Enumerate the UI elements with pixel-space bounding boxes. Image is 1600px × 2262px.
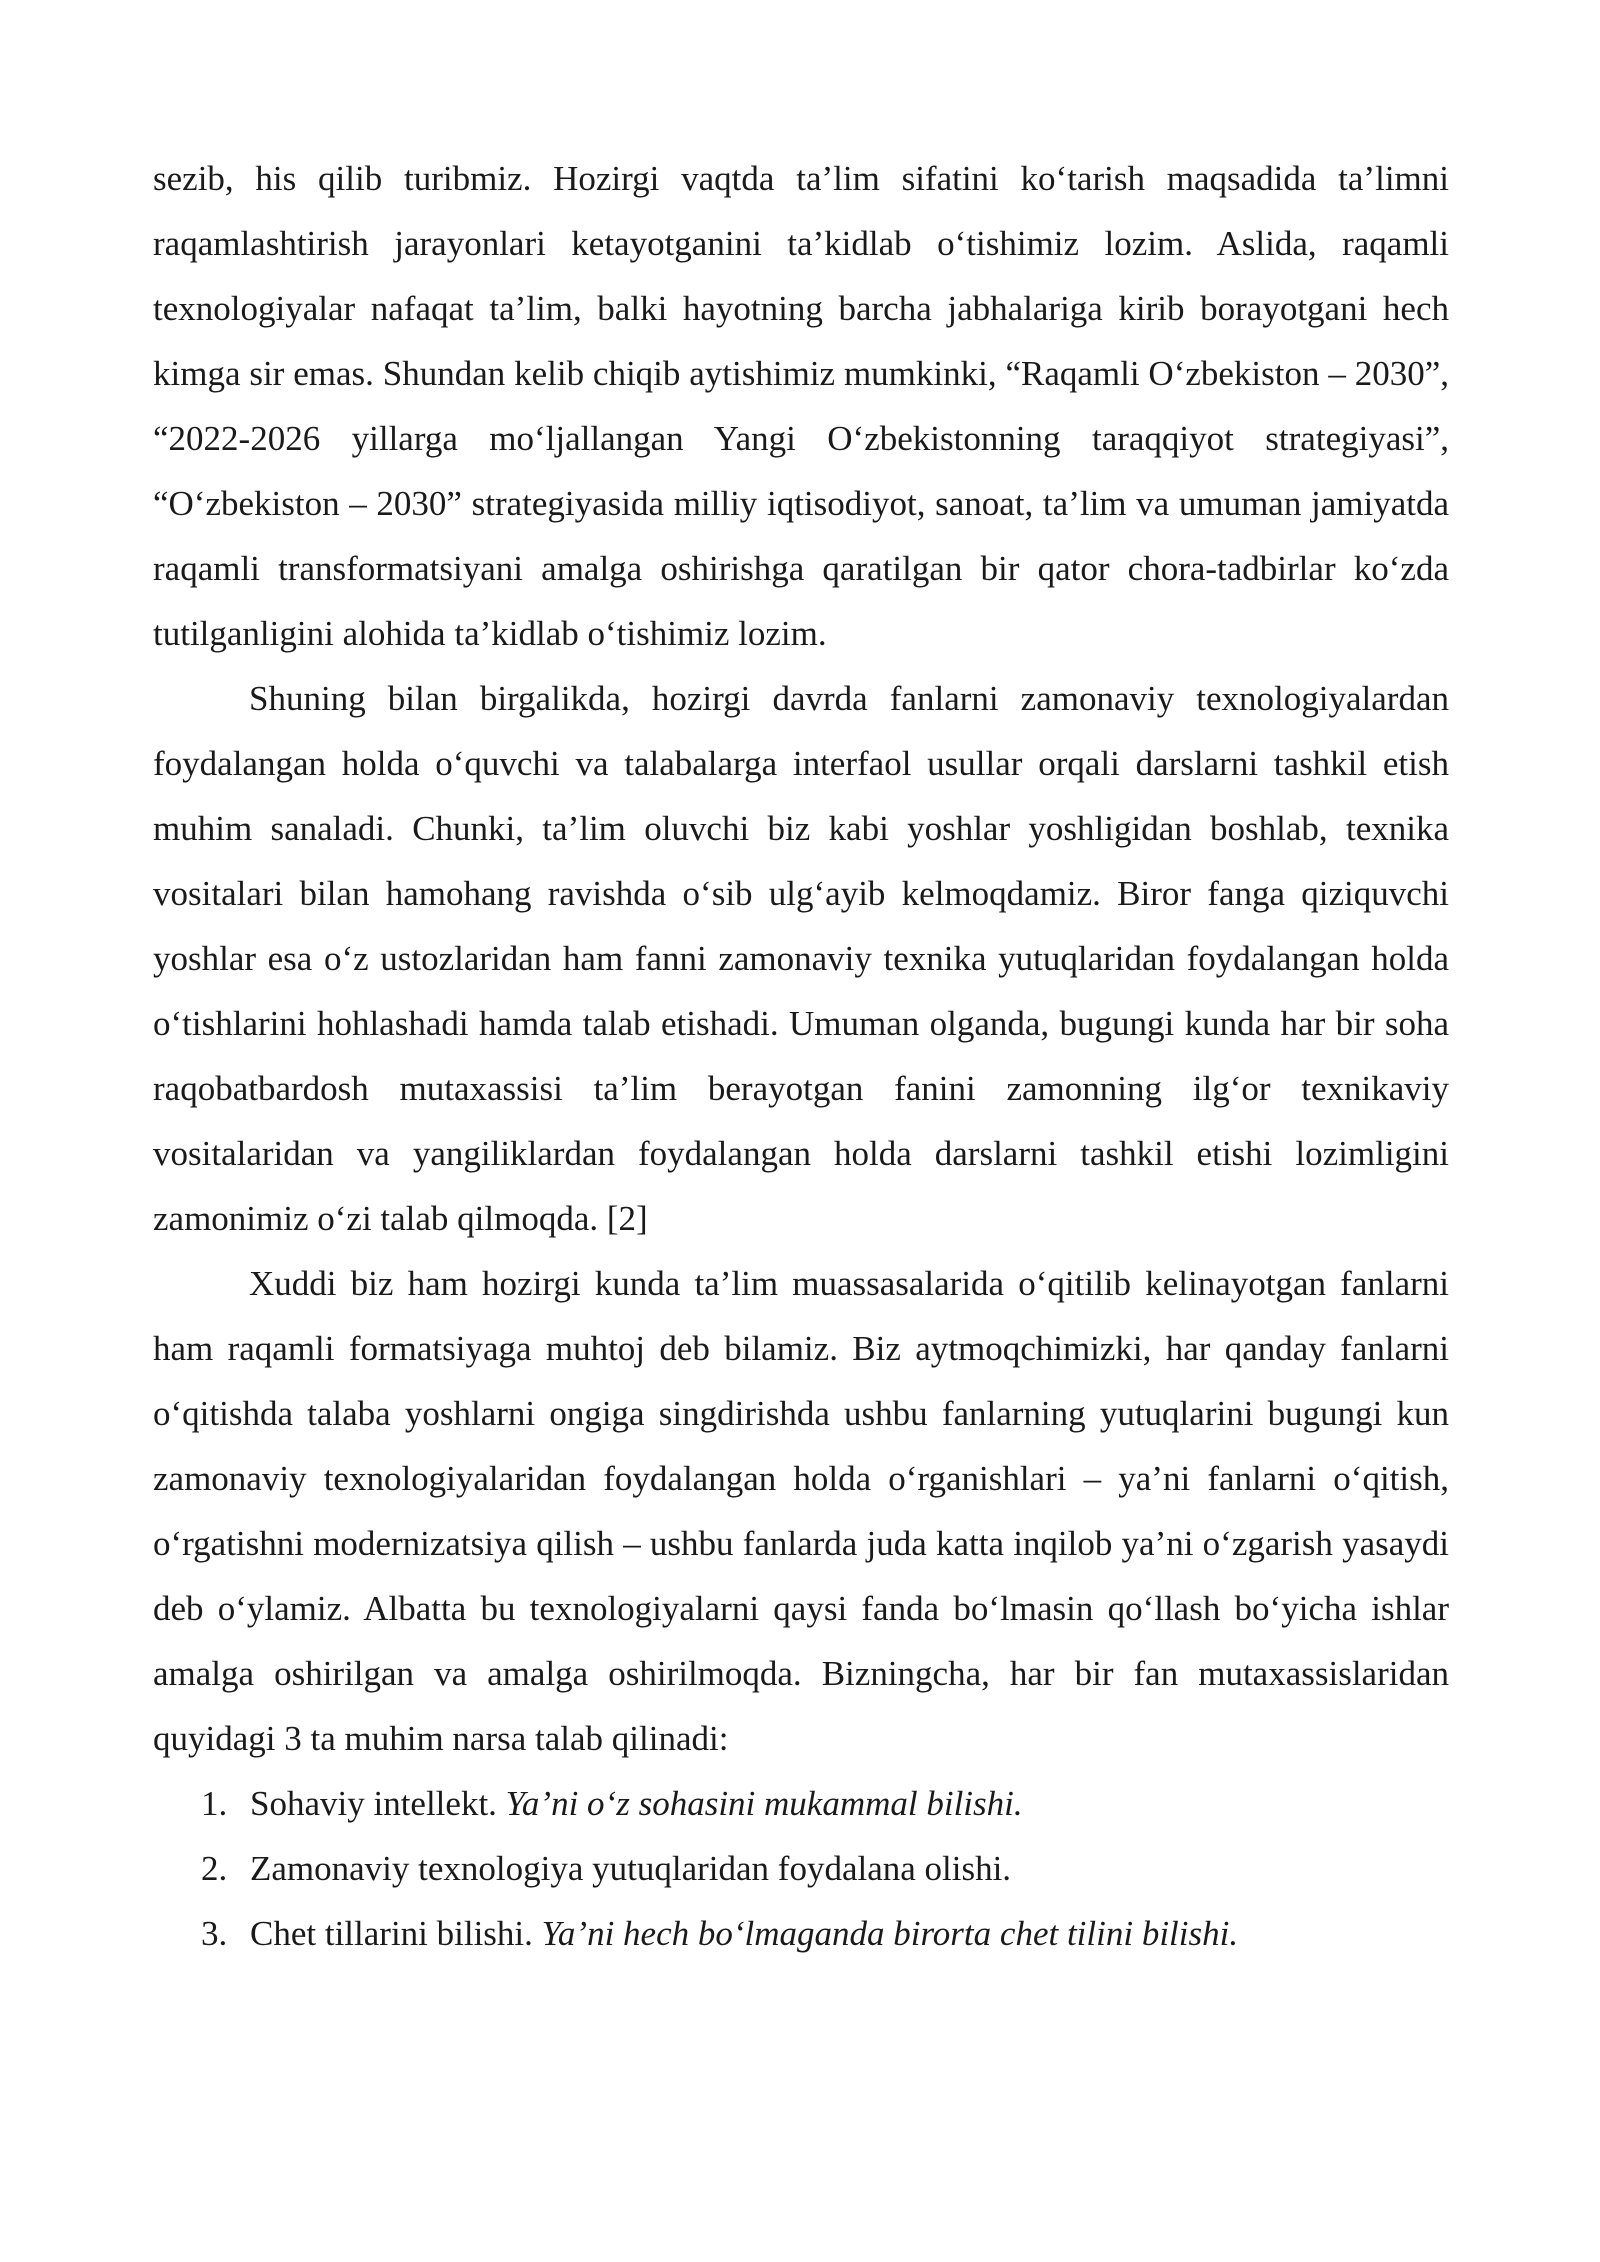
list-item-text [250,1901,1238,1966]
paragraph-digital-formation: Xuddi biz ham hozirgi kunda ta’lim muassasalarida o‘qitilib kelinayotgan fanlarni ham raqamli formatsiyaga muhtoj deb bilamiz. Biz aytmoqchimizki, har qanday fanlarni o‘qitishda talaba yoshlarni ongiga singdirishda ushbu fanlarning yutuqlarini bugungi kun zamonaviy texnologiyalaridan foydalangan holda o‘rganishlari – ya’ni fanlarni o‘qitish, o‘rgatishni modernizatsiya qilish – ushbu fanlarda juda katta inqilob ya’ni o‘zgarish yasaydi deb o‘ylamiz. Albatta bu texnologiyalarni qaysi fanda bo‘lmasin qo‘llash bo‘yicha ishlar amalga oshirilgan va amalga oshirilmoqda. Bizningcha, har bir fan mutaxassislaridan quyidagi 3 ta muhim narsa talab qilinadi: [153,1264,1449,1758]
list-item-number: 2. [201,1849,228,1888]
list-item-number: 3. [201,1914,228,1953]
document-page [153,146,1449,1966]
requirements-list [153,1771,1449,1966]
paragraph-interactive-methods: Shuning bilan birgalikda, hozirgi davrda fanlarni zamonaviy texnologiyalardan foydalangan holda o‘quvchi va talabalarga interfaol usullar orqali darslarni tashkil etish muhim sanaladi. Chunki, ta’lim oluvchi biz kabi yoshlar yoshligidan boshlab, texnika vositalari bilan hamohang ravishda o‘sib ulg‘ayib kelmoqdamiz. Biror fanga qiziquvchi yoshlar esa o‘z ustozlaridan ham fanni zamonaviy texnika yutuqlaridan foydalangan holda o‘tishlarini hohlashadi hamda talab etishadi. Umuman olganda, bugungi kunda har bir soha raqobatbardosh mutaxassisi ta’lim berayotgan fanini zamonning ilg‘or texnikaviy vositalaridan va yangiliklardan foydalangan holda darslarni tashkil etishi lozimligini zamonimiz o‘zi talab qilmoqda. [2] [153,679,1449,1238]
list-item-text [250,1836,1011,1901]
list-item-text [250,1771,1023,1836]
list-item-plain: Zamonaviy texnologiya yutuqlaridan foydalana olishi. [250,1849,1012,1888]
list-item [153,1771,1449,1836]
list-item-italic: Ya’ni o‘z sohasini mukammal bilishi. [505,1784,1023,1823]
list-item [153,1901,1449,1966]
list-item [153,1836,1449,1901]
list-item-plain: Chet tillarini bilishi. [250,1914,542,1953]
list-item-number: 1. [201,1784,228,1823]
list-item-italic: Ya’ni hech bo‘lmaganda birorta chet tilini bilishi. [541,1914,1239,1953]
paragraph-continuation: sezib, his qilib turibmiz. Hozirgi vaqtda ta’lim sifatini ko‘tarish maqsadida ta’limni raqamlashtirish jarayonlari ketayotganini ta’kidlab o‘tishimiz lozim. Aslida, raqamli texnologiyalar nafaqat ta’lim, balki hayotning barcha jabhalariga kirib borayotgani hech kimga sir emas. Shundan kelib chiqib aytishimiz mumkinki, “Raqamli O‘zbekiston – 2030”, “2022-2026 yillarga mo‘ljallangan Yangi O‘zbekistonning taraqqiyot strategiyasi”, “O‘zbekiston – 2030” strategiyasida milliy iqtisodiyot, sanoat, ta’lim va umuman jamiyatda raqamli transformatsiyani amalga oshirishga qaratilgan bir qator chora-tadbirlar ko‘zda tutilganligini alohida ta’kidlab o‘tishimiz lozim. [153,159,1449,653]
list-item-plain: Sohaviy intellekt. [250,1784,506,1823]
